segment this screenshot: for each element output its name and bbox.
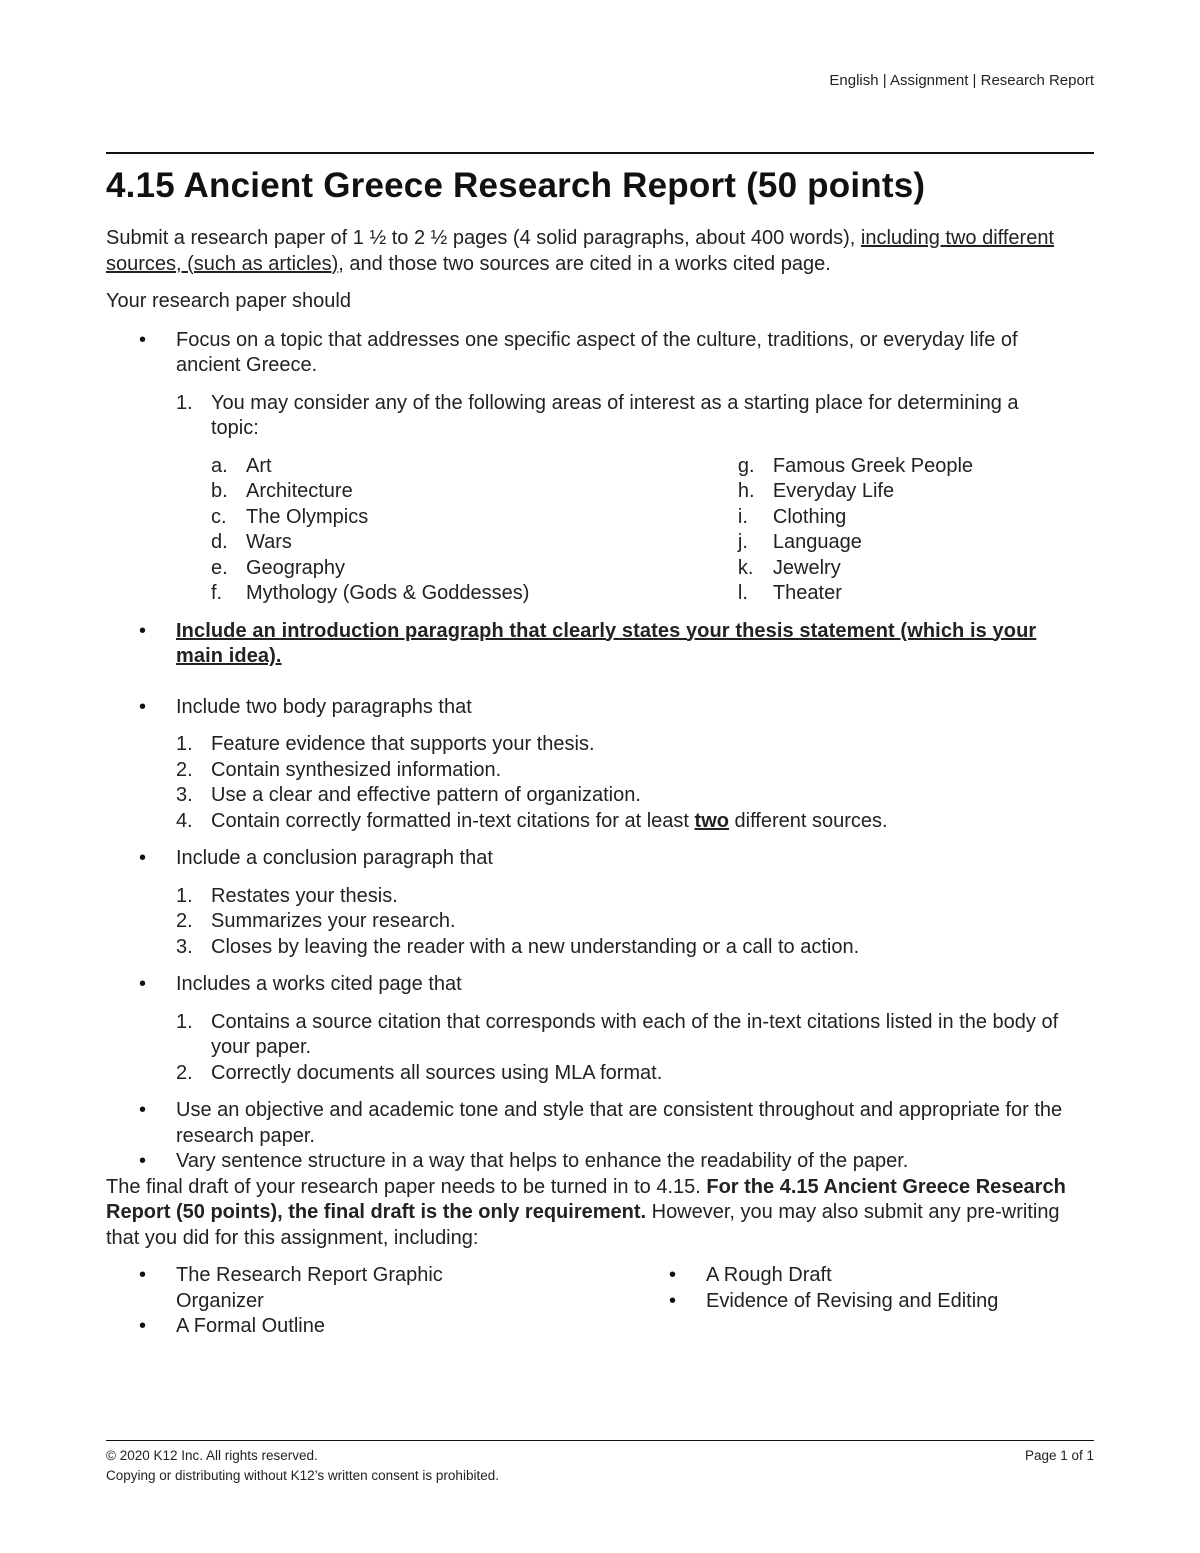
bullet-glyph: • — [139, 1150, 147, 1172]
final-text-1: The final draft of your research paper needs to be turned in to 4.15. — [106, 1175, 707, 1198]
bullet-focus-text: Focus on a topic that addresses one specific aspect of the culture, traditions, or everyday life of ancient Greece. — [176, 328, 1018, 376]
bullet-tone-text: Use an objective and academic tone and style that are consistent throughout and appropriate for the research paper. — [176, 1099, 1063, 1147]
bullet-introduction — [106, 619, 1066, 670]
bullet-glyph: • — [139, 695, 147, 718]
list-item-text: Evidence of Revising and Editing — [706, 1289, 999, 1312]
topic-letter: l. — [737, 582, 748, 604]
list-number: 3. — [176, 935, 193, 958]
footer-rule — [106, 1440, 1094, 1441]
prewriting-column-left — [106, 1263, 636, 1340]
prewriting-list — [106, 1263, 1066, 1340]
list-number: 2. — [176, 910, 193, 932]
intro-paragraph — [106, 226, 1066, 277]
topic-column-right — [738, 454, 1066, 607]
topic-item — [211, 581, 738, 607]
copyright-text: © 2020 K12 Inc. All rights reserved. — [106, 1448, 318, 1463]
topic-label: Everyday Life — [772, 480, 895, 502]
bullet-body-text: Include two body paragraphs that — [176, 695, 472, 718]
topic-label: Wars — [246, 531, 292, 553]
list-item — [106, 1263, 476, 1314]
works-cited-sublist — [106, 1010, 1066, 1087]
topic-label: Art — [246, 454, 272, 477]
conclusion-sublist — [106, 884, 1066, 961]
bullet-glyph: • — [669, 1289, 677, 1312]
intro-underlined-text: including two different sources, (such as articles) — [106, 227, 1054, 275]
list-number: 4. — [176, 809, 193, 832]
topic-letter: a. — [211, 454, 228, 477]
footer-legal — [106, 1446, 499, 1486]
topic-label: Theater — [772, 582, 842, 604]
list-number: 2. — [176, 1061, 193, 1084]
bullet-glyph: • — [139, 328, 147, 351]
list-number: 1. — [176, 391, 193, 414]
list-item-text: The Research Report Graphic Organizer — [176, 1264, 443, 1312]
bullet-glyph: • — [139, 1099, 147, 1121]
bullet-tone — [106, 1098, 1066, 1149]
topic-item — [211, 556, 738, 582]
header-rule — [106, 152, 1094, 154]
list-item-text: Restates your thesis. — [211, 884, 398, 907]
list-item-text: Feature evidence that supports your thesis. — [211, 733, 595, 755]
topic-letter: b. — [211, 480, 228, 502]
page-number: Page 1 of 1 — [1024, 1448, 1094, 1463]
list-item-text-end: different sources. — [728, 809, 888, 832]
list-item — [176, 391, 1066, 442]
final-draft-paragraph — [106, 1175, 1066, 1252]
topic-label: Clothing — [772, 505, 847, 528]
list-item-text: You may consider any of the following areas of interest as a starting place for determining a topic: — [211, 391, 1019, 439]
bullet-glyph: • — [139, 847, 147, 869]
intro-text-1: Submit a research paper of 1 ½ to 2 ½ pages (4 solid paragraphs, about 400 words), — [106, 227, 861, 249]
list-item — [106, 1314, 476, 1340]
topic-label: The Olympics — [246, 505, 369, 528]
list-item — [636, 1263, 1086, 1289]
topic-label: Mythology (Gods & Goddesses) — [246, 582, 530, 604]
list-item-text: Closes by leaving the reader with a new understanding or a call to action. — [211, 935, 860, 958]
list-item — [636, 1289, 1086, 1315]
list-number: 1. — [176, 884, 193, 907]
bullet-glyph: • — [139, 1264, 147, 1286]
topic-item — [738, 454, 1066, 480]
topic-item — [211, 530, 738, 556]
topic-label: Famous Greek People — [772, 454, 974, 477]
bullet-works-cited — [106, 972, 1066, 998]
list-item-text: Summarizes your research. — [211, 910, 456, 932]
intro-text-2: , and those two sources are cited in a works cited page. — [338, 252, 831, 275]
list-item — [176, 884, 1066, 910]
bullet-vary — [106, 1149, 1066, 1175]
topic-letter: k. — [737, 556, 754, 579]
bullet-introduction-text: Include an introduction paragraph that clearly states your thesis statement (which is your main idea). — [176, 619, 1037, 667]
topic-letter: i. — [737, 505, 748, 528]
topic-item — [738, 505, 1066, 531]
copying-notice: Copying or distributing without K12’s written consent is prohibited. — [106, 1468, 499, 1483]
topic-item — [738, 581, 1066, 607]
final-text-2: However, you may also submit any pre-writing that you did for this assignment, including: — [106, 1201, 1060, 1249]
list-item — [176, 935, 1066, 961]
document-body — [106, 226, 1066, 1340]
list-item — [176, 809, 1066, 835]
bullet-vary-text: Vary sentence structure in a way that helps to enhance the readability of the paper. — [176, 1150, 909, 1172]
list-item-text: Correctly documents all sources using MLA format. — [211, 1061, 663, 1084]
bullet-focus — [106, 328, 1066, 379]
list-item-text: Contain synthesized information. — [211, 758, 502, 781]
topic-letter: h. — [737, 480, 755, 502]
list-number: 3. — [176, 784, 193, 806]
topic-item — [211, 454, 738, 480]
topic-item — [738, 556, 1066, 582]
topic-letter: e. — [211, 556, 228, 579]
bullet-glyph: • — [669, 1264, 677, 1286]
topic-letter: j. — [737, 531, 748, 553]
bullet-works-cited-text: Includes a works cited page that — [176, 973, 462, 995]
topic-letter: d. — [211, 531, 228, 553]
topic-item — [211, 479, 738, 505]
list-item — [176, 909, 1066, 935]
running-head: English | Assignment | Research Report — [829, 72, 1094, 89]
body-sublist — [106, 732, 1066, 834]
bullet-glyph: • — [139, 973, 147, 995]
bullet-glyph: • — [139, 1315, 147, 1337]
list-item-text: A Rough Draft — [706, 1264, 832, 1286]
focus-sublist — [106, 391, 1066, 442]
bullet-conclusion-text: Include a conclusion paragraph that — [176, 847, 493, 869]
list-number: 1. — [176, 733, 193, 755]
list-item — [176, 758, 1066, 784]
topic-label: Jewelry — [772, 556, 841, 579]
list-item — [176, 1010, 1066, 1061]
topic-letter: f. — [211, 582, 223, 604]
topic-letter: g. — [737, 454, 755, 477]
list-item-text: Contains a source citation that corresponds with each of the in-text citations listed in the body of your paper. — [211, 1010, 1059, 1058]
bullet-body-paragraphs — [106, 695, 1066, 721]
topic-letter: c. — [211, 505, 227, 528]
topic-list — [106, 454, 1066, 607]
topic-item — [738, 479, 1066, 505]
topic-item — [738, 530, 1066, 556]
list-item-text: A Formal Outline — [176, 1315, 325, 1337]
topic-label: Architecture — [246, 480, 353, 502]
topic-column-left — [211, 454, 738, 607]
bullet-conclusion — [106, 846, 1066, 872]
list-item — [176, 1061, 1066, 1087]
topic-item — [211, 505, 738, 531]
list-number: 1. — [176, 1010, 193, 1033]
emphasis-two: two — [694, 809, 729, 832]
list-item — [176, 783, 1066, 809]
topic-label: Language — [772, 531, 862, 553]
bullet-glyph: • — [139, 619, 147, 642]
page-title: 4.15 Ancient Greece Research Report (50 points) — [106, 166, 926, 205]
list-number: 2. — [176, 758, 193, 781]
final-bold-text: For the 4.15 Ancient Greece Research Report (50 points), the final draft is the only requirement. — [106, 1175, 1066, 1223]
prewriting-column-right — [636, 1263, 1056, 1340]
topic-label: Geography — [246, 556, 345, 579]
requirements-lead: Your research paper should — [106, 290, 351, 312]
list-item — [176, 732, 1066, 758]
list-item-text: Contain correctly formatted in-text citations for at least — [211, 809, 695, 832]
list-item-text: Use a clear and effective pattern of organization. — [211, 784, 641, 806]
